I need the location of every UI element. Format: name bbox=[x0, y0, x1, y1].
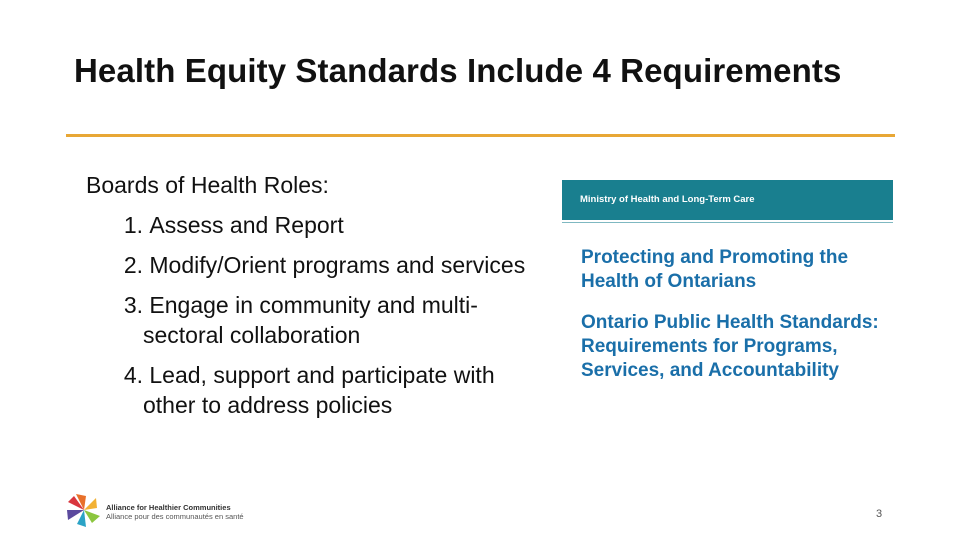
banner-underline bbox=[562, 222, 893, 223]
list-text-value: Assess and Report bbox=[149, 212, 344, 238]
list-item bbox=[86, 290, 526, 350]
list-text bbox=[143, 360, 526, 420]
list-number: 1. bbox=[123, 212, 143, 238]
alliance-logo bbox=[66, 491, 266, 529]
list-number: 2. bbox=[123, 252, 143, 278]
list-item bbox=[86, 210, 526, 240]
list-text-value: Modify/Orient programs and services bbox=[149, 252, 526, 278]
list-item bbox=[86, 250, 526, 280]
list-item bbox=[86, 360, 526, 420]
logo-line-english: Alliance for Healthier Communities bbox=[106, 503, 231, 512]
pinwheel-logo-icon bbox=[66, 492, 102, 528]
ministry-label: Ministry of Health and Long-Term Care bbox=[580, 194, 755, 205]
list-text-value: Engage in community and multi-sectoral collaboration bbox=[143, 292, 478, 348]
requirements-list bbox=[86, 210, 526, 420]
list-text-value: Lead, support and participate with other to address policies bbox=[143, 362, 495, 418]
slide-title: Health Equity Standards Include 4 Requirements bbox=[74, 52, 842, 89]
list-number: 3. bbox=[123, 292, 143, 318]
list-number: 4. bbox=[123, 362, 143, 388]
list-text bbox=[143, 250, 525, 280]
requirements-content bbox=[86, 170, 526, 430]
document-cover-image bbox=[562, 180, 893, 420]
list-text bbox=[143, 290, 526, 350]
page-number: 3 bbox=[876, 508, 883, 520]
list-text bbox=[143, 210, 344, 240]
cover-heading-2: Ontario Public Health Standards: Requirements for Programs, Services, and Accountability bbox=[581, 312, 879, 381]
roles-heading: Boards of Health Roles: bbox=[86, 172, 329, 198]
title-divider bbox=[66, 134, 895, 137]
ministry-banner bbox=[562, 180, 893, 220]
cover-heading-1: Protecting and Promoting the Health of Ontarians bbox=[581, 247, 849, 292]
logo-line-french: Alliance pour des communautés en santé bbox=[106, 512, 244, 521]
